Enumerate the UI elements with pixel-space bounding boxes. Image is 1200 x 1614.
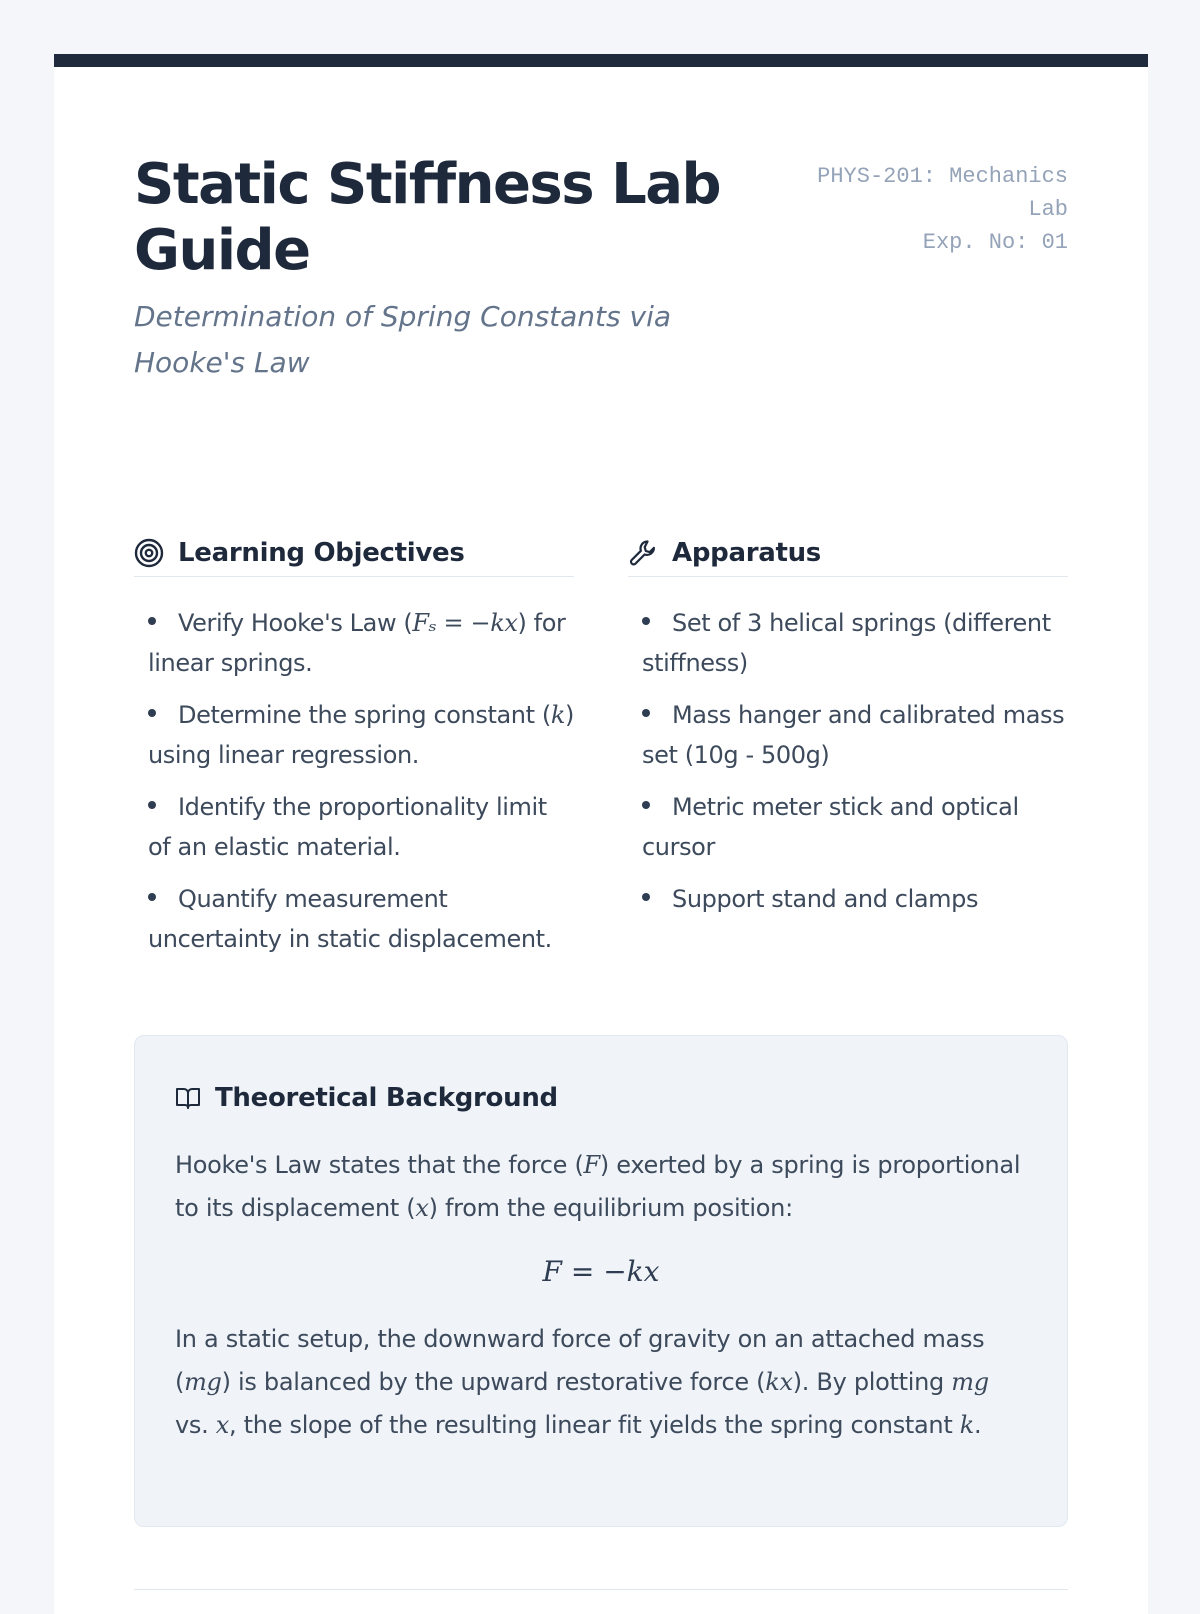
course-info	[768, 160, 1068, 259]
list-item: Set of 3 helical springs (different stiffness)	[642, 609, 1051, 677]
theory-paragraph-2: In a static setup, the downward force of gravity on an attached mass (mg) is balanced by the upward restorative force (kx). By plotting mg vs. x, the slope of the resulting linear fit yields the spring constant k.	[175, 1325, 989, 1439]
theory-box	[134, 1035, 1068, 1527]
objectives-list	[134, 603, 574, 959]
target-icon	[134, 538, 164, 568]
list-item: Support stand and clamps	[628, 879, 1068, 919]
section-divider	[134, 1589, 1068, 1590]
apparatus-list	[628, 603, 1068, 919]
header	[134, 152, 1068, 412]
apparatus-section	[628, 535, 1068, 931]
list-item: Determine the spring constant (k) using linear regression.	[148, 701, 574, 769]
objectives-heading-row	[134, 535, 574, 577]
experiment-number: Exp. No: 01	[922, 230, 1068, 255]
list-item: Identify the proportionality limit of an elastic material.	[148, 793, 547, 861]
lab-guide-page	[54, 54, 1148, 1614]
course-code: PHYS-201: Mechanics Lab	[817, 164, 1068, 222]
list-item: Verify Hooke's Law (Fₛ = −kx) for linear springs.	[148, 609, 566, 677]
page-subtitle: Determination of Spring Constants via Hooke's Law	[134, 300, 672, 379]
book-icon	[175, 1085, 201, 1111]
objectives-heading: Learning Objectives	[178, 537, 465, 568]
theory-paragraph-1: Hooke's Law states that the force (F) exerted by a spring is proportional to its displacement (x) from the equilibrium position:	[175, 1151, 1021, 1222]
hookes-law-equation: F = −kx	[542, 1255, 660, 1288]
theory-heading: Theoretical Background	[215, 1083, 558, 1113]
apparatus-heading: Apparatus	[672, 537, 821, 568]
wrench-icon	[628, 538, 658, 568]
theory-heading-row	[175, 1080, 1027, 1116]
objectives-section	[134, 535, 574, 971]
list-item: Quantify measurement uncertainty in static displacement.	[148, 885, 552, 953]
math-inline: Fₛ = −kx	[412, 609, 518, 637]
page-title: Static Stiffness Lab Guide	[134, 152, 721, 283]
list-item: Mass hanger and calibrated mass set (10g - 500g)	[642, 701, 1065, 769]
list-item: Metric meter stick and optical cursor	[642, 793, 1019, 861]
math-inline: k	[550, 701, 565, 729]
apparatus-heading-row	[628, 535, 1068, 577]
